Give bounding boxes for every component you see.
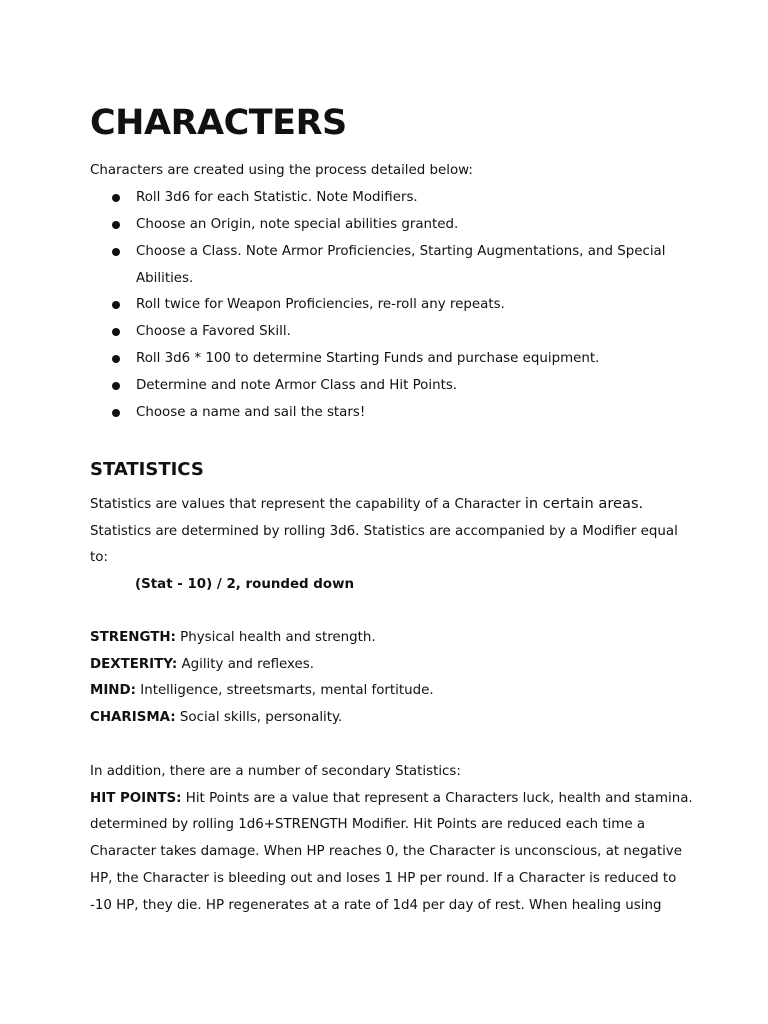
section-heading-statistics: STATISTICS [90, 459, 204, 480]
stat-description: Physical health and strength. [175, 630, 376, 645]
stat-definition-strength [90, 629, 376, 647]
stat-definition-dexterity [90, 656, 314, 674]
statistics-paragraph-text-emphasis: in certain areas. [524, 495, 644, 512]
stat-description: Intelligence, streetsmarts, mental fortitude. [136, 683, 434, 698]
stat-description: Agility and reflexes. [177, 657, 315, 672]
stat-definition-charisma [90, 709, 342, 727]
list-item-text: Choose a Class. Note Armor Proficiencies, Starting Augmentations, and Special [136, 244, 666, 259]
stat-definition-mind [90, 682, 434, 700]
bullet-icon [112, 248, 120, 256]
bullet-icon [112, 382, 120, 390]
list-item-text: Abilities. [136, 271, 194, 286]
statistics-rule-line: to: [90, 550, 108, 565]
hit-points-line [90, 790, 693, 808]
stat-name: DEXTERITY: [90, 657, 178, 672]
bullet-icon [112, 409, 120, 417]
hit-points-line: HP, the Character is bleeding out and loses 1 HP per round. If a Character is reduced to [90, 871, 677, 886]
list-item-text: Roll 3d6 for each Statistic. Note Modifiers. [136, 190, 418, 205]
stat-description: Social skills, personality. [175, 710, 343, 725]
page-title: CHARACTERS [90, 103, 347, 143]
modifier-formula: (Stat - 10) / 2, rounded down [135, 577, 354, 592]
hit-points-line: -10 HP, they die. HP regenerates at a rate of 1d4 per day of rest. When healing using [90, 898, 662, 913]
bullet-icon [112, 194, 120, 202]
list-item-text: Roll twice for Weapon Proficiencies, re-roll any repeats. [136, 297, 505, 312]
list-item-text: Choose an Origin, note special abilities granted. [136, 217, 459, 232]
statistics-rule-line: Statistics are determined by rolling 3d6. Statistics are accompanied by a Modifier equal [90, 524, 678, 539]
hit-points-line: determined by rolling 1d6+STRENGTH Modifier. Hit Points are reduced each time a [90, 817, 646, 832]
hit-points-text: Hit Points are a value that represent a Characters luck, health and stamina. [181, 791, 693, 806]
intro-text: Characters are created using the process detailed below: [90, 163, 473, 178]
list-item-text: Determine and note Armor Class and Hit Points. [136, 378, 458, 393]
statistics-paragraph [90, 495, 643, 514]
secondary-statistics-intro: In addition, there are a number of secondary Statistics: [90, 764, 461, 779]
bullet-icon [112, 328, 120, 336]
list-item-text: Choose a name and sail the stars! [136, 405, 366, 420]
hit-points-label: HIT POINTS: [90, 791, 182, 806]
statistics-paragraph-text: Statistics are values that represent the capability of a Character [90, 497, 525, 512]
hit-points-line: Character takes damage. When HP reaches 0, the Character is unconscious, at negative [90, 844, 682, 859]
stat-name: CHARISMA: [90, 710, 176, 725]
bullet-icon [112, 221, 120, 229]
bullet-icon [112, 301, 120, 309]
stat-name: MIND: [90, 683, 136, 698]
stat-name: STRENGTH: [90, 630, 176, 645]
bullet-icon [112, 355, 120, 363]
list-item-text: Choose a Favored Skill. [136, 324, 291, 339]
list-item-text: Roll 3d6 * 100 to determine Starting Funds and purchase equipment. [136, 351, 600, 366]
